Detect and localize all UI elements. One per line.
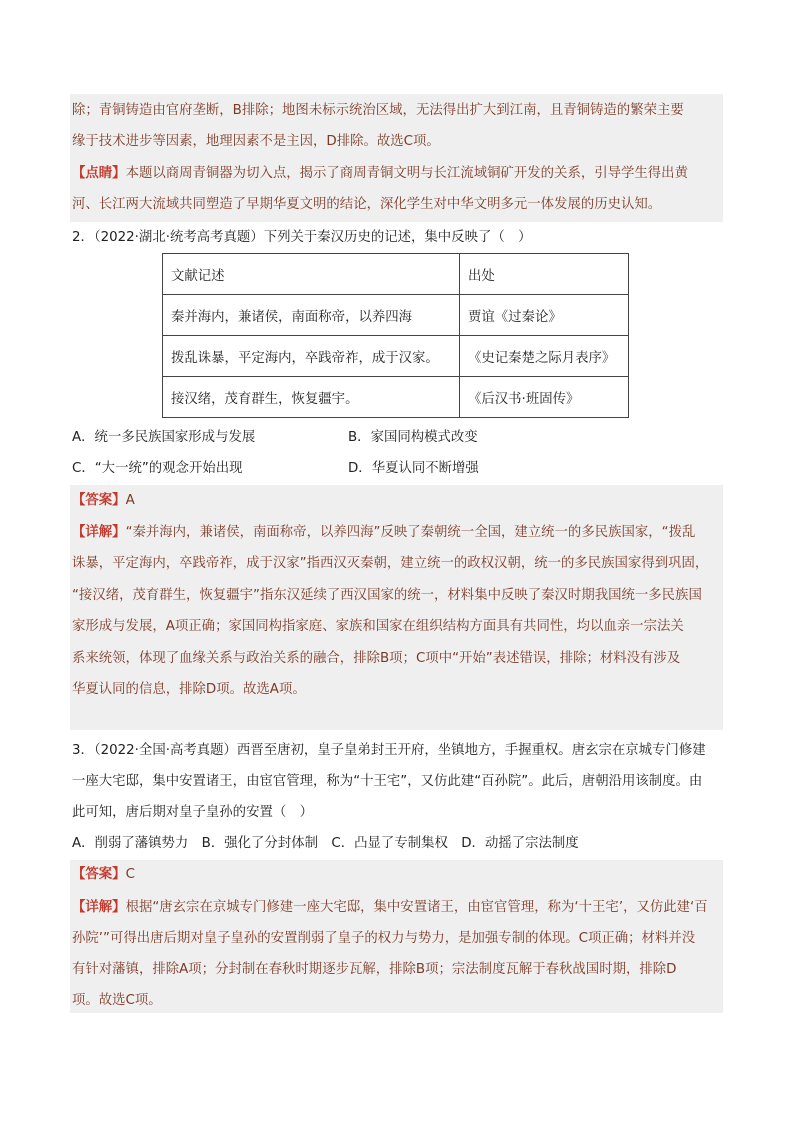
q3-stem: 3．（2022·全国·高考真题）西晋至唐初，皇子皇弟封王开府，坐镇地方，手握重权。唐玄宗在京城专门修建	[72, 743, 706, 758]
point-text: 本题以商周青铜器为切入点，揭示了商周青铜文明与长江流域铜矿开发的关系，引导学生得出黄	[125, 166, 688, 181]
q3-stem: 一座大宅邸，集中安置诸王，由宦官管理，称为“十王宅”，又仿此建“百孙院”。此后，唐朝沿用该制度。由	[72, 774, 703, 789]
q2-stem: 2．（2022·湖北·统考高考真题）下列关于秦汉历史的记述，集中反映了（ ）	[72, 230, 532, 245]
table-header-cell: 文献记述	[163, 254, 460, 295]
table-row	[163, 336, 629, 377]
explain-label: 【详解】	[72, 525, 126, 540]
q3-answer	[72, 865, 135, 885]
q2-explain-line: 诛暴，平定海内，卒践帝祚，成于汉家”指西汉灭秦朝，建立统一的政权汉朝，统一的多民族国家得到巩固，	[72, 556, 709, 571]
q2-answer	[72, 491, 135, 511]
answer-label: 【答案】	[72, 493, 126, 508]
q2-explain-line: 家形成与发展，A项正确；家国同构指家庭、家族和国家在组织结构方面具有共同性，均以血亲一宗法关	[72, 619, 684, 634]
q3-explain-line: 孙院’”可得出唐后期对皇子皇孙的安置削弱了皇子的权力与势力，是加强专制的体现。C项正确；材料并没	[72, 931, 696, 946]
table-cell: 《后汉书·班固传》	[460, 377, 629, 418]
q3-explain-line: 项。故选C项。	[72, 993, 162, 1008]
answer-value: C	[125, 867, 135, 882]
explain-text: 根据“唐玄宗在京城专门修建一座大宅邸，集中安置诸王，由宦官管理，称为‘十王宅’，又仿此建‘百	[125, 900, 708, 915]
q2-option-a: A．统一多民族国家形成与发展	[72, 430, 256, 445]
q2-option-b: B．家国同构模式改变	[348, 430, 478, 445]
table-cell: 拨乱诛暴，平定海内，卒践帝祚，成于汉家。	[163, 336, 460, 377]
q2-explain-line: 华夏认同的信息，排除D项。故选A项。	[72, 682, 306, 697]
q2-explain-line	[72, 523, 695, 543]
explain-label: 【详解】	[72, 900, 126, 915]
q1-point-line: 河、长江两大流域共同塑造了早期华夏文明的结论，深化学生对中华文明多元一体发展的历史认知。	[72, 197, 662, 212]
table-cell: 秦并海内，兼诸侯，南面称帝，以养四海	[163, 295, 460, 336]
answer-value: A	[125, 493, 135, 508]
answer-label: 【答案】	[72, 867, 126, 882]
table-row	[163, 295, 629, 336]
q1-point-line	[72, 164, 688, 184]
q3-explain-line: 有针对藩镇，排除A项；分封制在春秋时期逐步瓦解，排除B项；宗法制度瓦解于春秋战国时期，排除D	[72, 962, 677, 977]
table-cell: 贾谊《过秦论》	[460, 295, 629, 336]
table-header-row	[163, 254, 629, 295]
table-header-cell: 出处	[460, 254, 629, 295]
explain-text: “秦并海内，兼诸侯，南面称帝，以养四海”反映了秦朝统一全国，建立统一的多民族国家，“拨乱	[125, 525, 696, 540]
table-cell: 《史记秦楚之际月表序》	[460, 336, 629, 377]
table-row	[163, 377, 629, 418]
source-table	[162, 253, 629, 418]
q3-options: A．削弱了藩镇势力 B．强化了分封体制 C．凸显了专制集权 D．动摇了宗法制度	[72, 836, 579, 851]
q3-explain-line	[72, 898, 708, 918]
q1-explain-line: 除；青铜铸造由官府垄断，B排除；地图未标示统治区域，无法得出扩大到江南，且青铜铸造的繁荣主要	[72, 103, 684, 118]
q2-option-d: D．华夏认同不断增强	[348, 461, 479, 476]
q2-option-c: C．“大一统”的观念开始出现	[72, 461, 243, 476]
point-label: 【点睛】	[72, 166, 126, 181]
q2-explain-line: 系来统领，体现了血缘关系与政治关系的融合，排除B项；C项中“开始”表述错误，排除；材料没有涉及	[72, 651, 681, 666]
q3-stem: 此可知，唐后期对皇子皇孙的安置（ ）	[72, 805, 314, 820]
q1-explain-line: 缘于技术进步等因素，地理因素不是主因，D排除。故选C项。	[72, 134, 440, 149]
table-cell: 接汉绪，茂育群生，恢复疆宇。	[163, 377, 460, 418]
q2-explain-line: “接汉绪，茂育群生，恢复疆宇”指东汉延续了西汉国家的统一，材料集中反映了秦汉时期我国统一多民族国	[72, 588, 702, 603]
